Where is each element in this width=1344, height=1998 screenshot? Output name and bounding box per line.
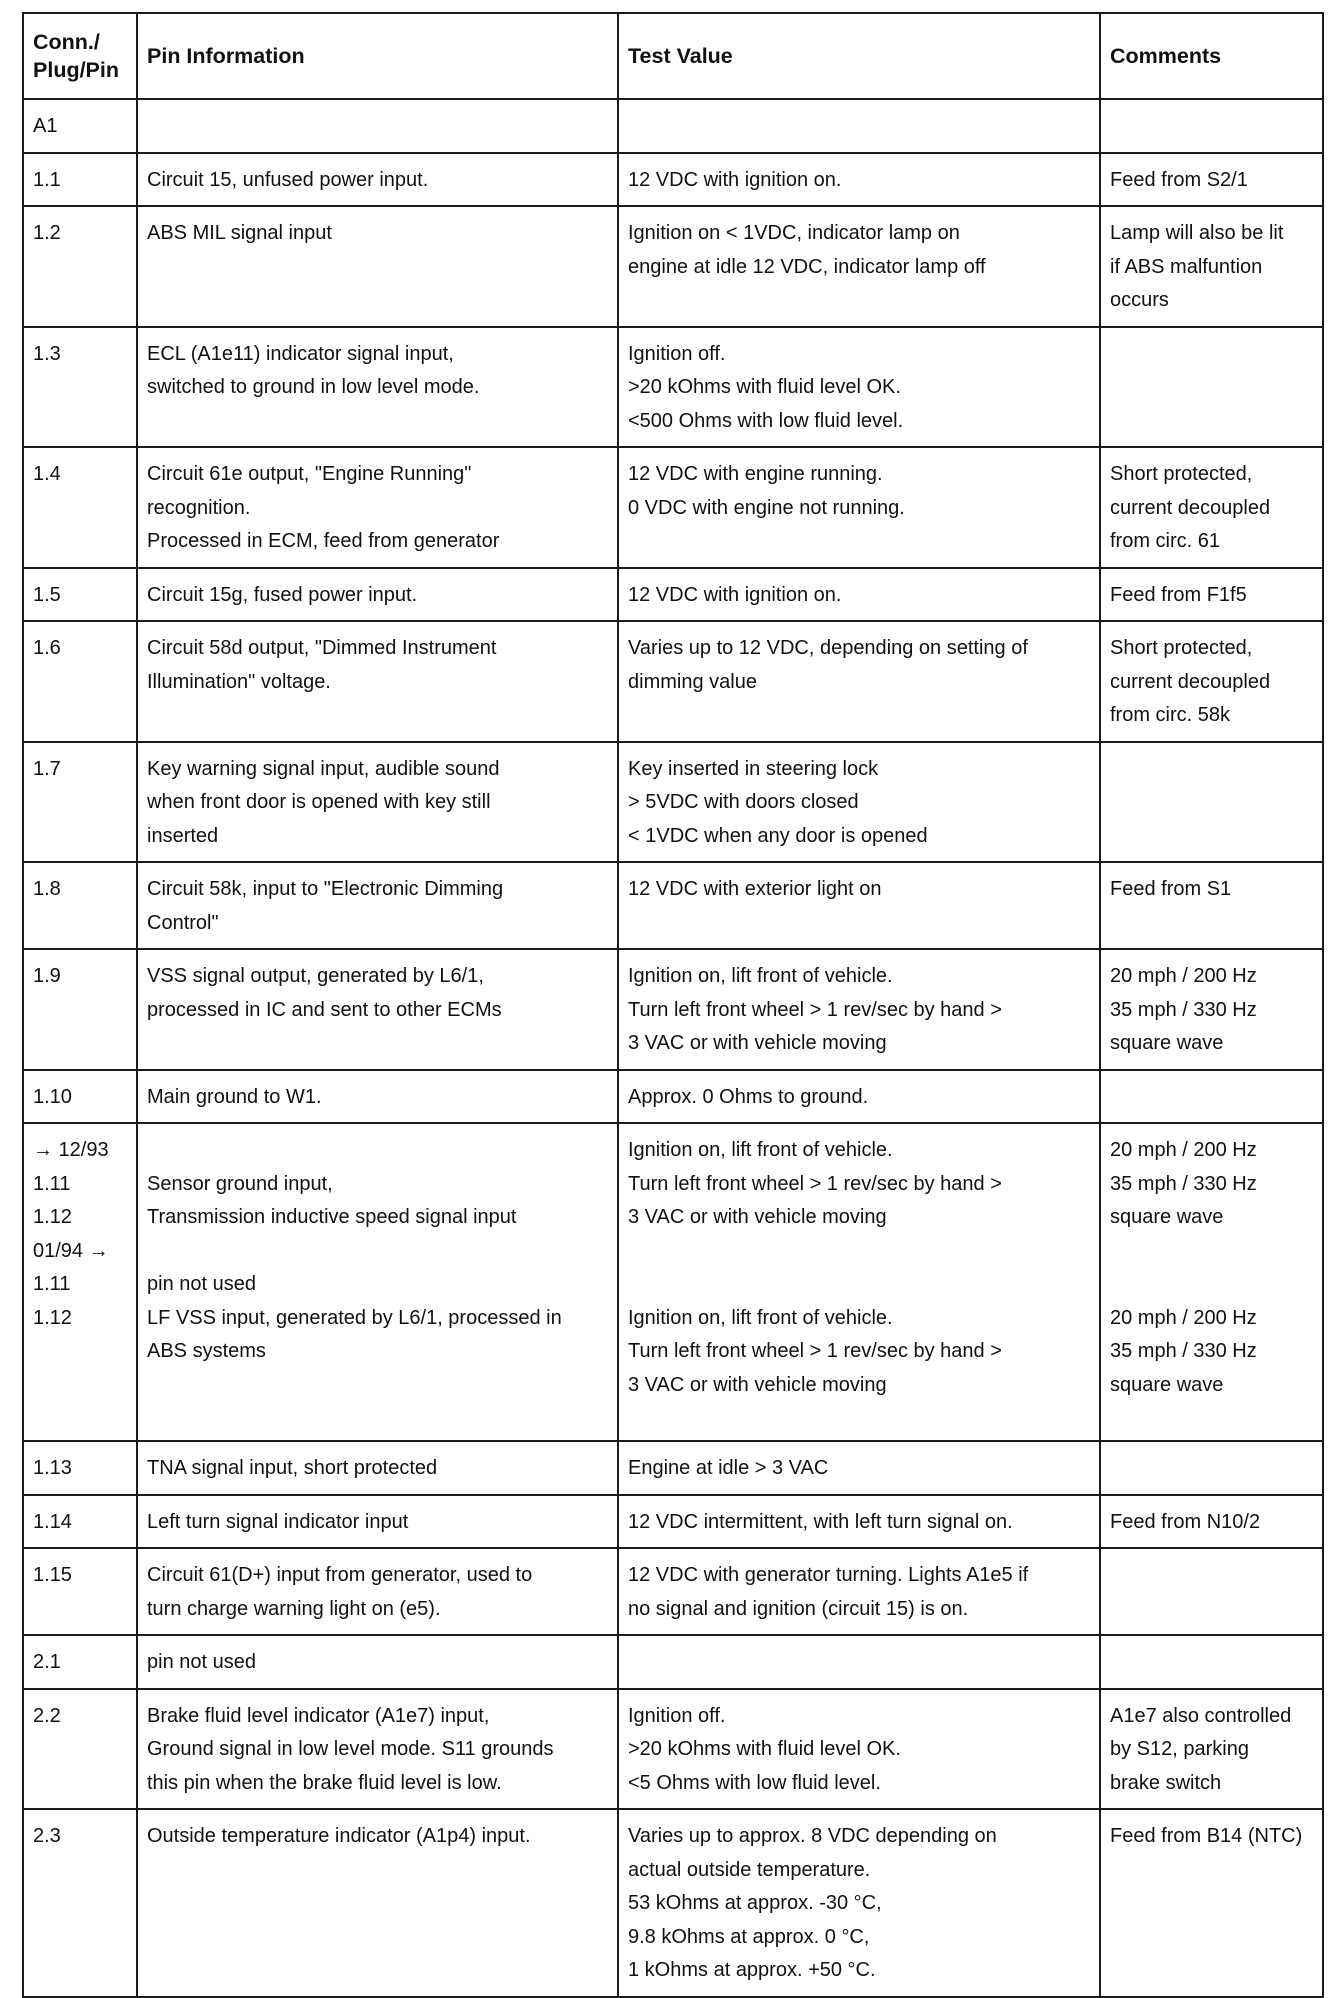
cell-test-value: Varies up to approx. 8 VDC depending on actual outside temperature. 53 kOhms at approx. -30 °C, 9.8 kOhms at approx. 0 °C, 1 kOhms at approx. +50 °C. [618,1809,1100,1997]
table-row [23,1495,1323,1549]
table-row [23,1441,1323,1495]
cell-pin-information: Circuit 15, unfused power input. [137,153,618,207]
table-row [23,447,1323,568]
table-row [23,621,1323,742]
table-row [23,327,1323,448]
cell-pin-information: Left turn signal indicator input [137,1495,618,1549]
cell-test-value: Ignition on < 1VDC, indicator lamp on engine at idle 12 VDC, indicator lamp off [618,206,1100,327]
cell-test-value: Ignition off. >20 kOhms with fluid level OK. <5 Ohms with low fluid level. [618,1689,1100,1810]
cell-comments: Feed from B14 (NTC) [1100,1809,1323,1997]
cell-comments: Feed from S2/1 [1100,153,1323,207]
table-row [23,862,1323,949]
cell-pin-information: TNA signal input, short protected [137,1441,618,1495]
cell-pin-information: Circuit 61e output, "Engine Running" recognition. Processed in ECM, feed from generator [137,447,618,568]
cell-pin: 2.1 [23,1635,137,1689]
cell-pin: 1.6 [23,621,137,742]
table-row [23,1123,1323,1441]
cell-pin-information: VSS signal output, generated by L6/1, processed in IC and sent to other ECMs [137,949,618,1070]
cell-comments: Feed from N10/2 [1100,1495,1323,1549]
cell-pin: 1.3 [23,327,137,448]
cell-comments [1100,1635,1323,1689]
cell-comments: Short protected, current decoupled from circ. 61 [1100,447,1323,568]
table-row [23,99,1323,153]
cell-pin-information: Circuit 61(D+) input from generator, used to turn charge warning light on (e5). [137,1548,618,1635]
header-test-value: Test Value [618,13,1100,99]
table-row [23,949,1323,1070]
header-conn-plug-pin: Conn./ Plug/Pin [23,13,137,99]
cell-test-value [618,1635,1100,1689]
cell-pin: 1.14 [23,1495,137,1549]
cell-comments [1100,742,1323,863]
table-row [23,742,1323,863]
cell-pin-information: Outside temperature indicator (A1p4) input. [137,1809,618,1997]
cell-pin: 1.9 [23,949,137,1070]
cell-pin-information: Circuit 15g, fused power input. [137,568,618,622]
cell-pin-information: Main ground to W1. [137,1070,618,1124]
cell-comments: 20 mph / 200 Hz 35 mph / 330 Hz square wave [1100,949,1323,1070]
table-row [23,1548,1323,1635]
cell-pin: 1.4 [23,447,137,568]
cell-comments [1100,327,1323,448]
cell-pin: 1.10 [23,1070,137,1124]
cell-pin: 1.15 [23,1548,137,1635]
cell-test-value: Ignition on, lift front of vehicle. Turn left front wheel > 1 rev/sec by hand > 3 VAC or with vehicle moving Ignition on, lift front of vehicle. Turn left front wheel > 1 rev/sec by hand > 3 VAC or with vehicle moving [618,1123,1100,1441]
cell-pin-information: ABS MIL signal input [137,206,618,327]
table-row [23,1070,1323,1124]
cell-pin: 1.1 [23,153,137,207]
cell-test-value: Ignition on, lift front of vehicle. Turn left front wheel > 1 rev/sec by hand > 3 VAC or with vehicle moving [618,949,1100,1070]
cell-pin: A1 [23,99,137,153]
cell-comments: Short protected, current decoupled from circ. 58k [1100,621,1323,742]
cell-test-value: 12 VDC with ignition on. [618,153,1100,207]
cell-comments: Lamp will also be lit if ABS malfuntion occurs [1100,206,1323,327]
cell-pin: → 12/93 1.11 1.12 01/94 → 1.11 1.12 [23,1123,137,1441]
cell-pin: 1.2 [23,206,137,327]
cell-comments [1100,1441,1323,1495]
table-row [23,568,1323,622]
table-header-row [23,13,1323,99]
cell-comments [1100,1070,1323,1124]
cell-test-value: Ignition off. >20 kOhms with fluid level OK. <500 Ohms with low fluid level. [618,327,1100,448]
cell-test-value: Varies up to 12 VDC, depending on setting of dimming value [618,621,1100,742]
cell-pin-information [137,99,618,153]
cell-test-value: 12 VDC intermittent, with left turn signal on. [618,1495,1100,1549]
table-row [23,206,1323,327]
table-row [23,153,1323,207]
cell-comments: A1e7 also controlled by S12, parking brake switch [1100,1689,1323,1810]
cell-test-value: 12 VDC with ignition on. [618,568,1100,622]
cell-comments [1100,1548,1323,1635]
cell-pin: 1.7 [23,742,137,863]
table-row [23,1635,1323,1689]
pin-information-table [22,12,1324,1998]
cell-comments: Feed from S1 [1100,862,1323,949]
table-row [23,1809,1323,1997]
cell-pin-information: Sensor ground input, Transmission inductive speed signal input pin not used LF VSS input, generated by L6/1, processed in ABS systems [137,1123,618,1441]
cell-pin: 2.3 [23,1809,137,1997]
cell-test-value: Key inserted in steering lock > 5VDC with doors closed < 1VDC when any door is opened [618,742,1100,863]
cell-test-value: Approx. 0 Ohms to ground. [618,1070,1100,1124]
header-pin-information: Pin Information [137,13,618,99]
cell-pin-information: ECL (A1e11) indicator signal input, switched to ground in low level mode. [137,327,618,448]
cell-pin-information: Brake fluid level indicator (A1e7) input, Ground signal in low level mode. S11 grounds this pin when the brake fluid level is low. [137,1689,618,1810]
cell-test-value [618,99,1100,153]
cell-comments: Feed from F1f5 [1100,568,1323,622]
cell-pin-information: Key warning signal input, audible sound when front door is opened with key still inserted [137,742,618,863]
table-row [23,1689,1323,1810]
cell-pin: 1.13 [23,1441,137,1495]
cell-pin-information: Circuit 58k, input to "Electronic Dimming Control" [137,862,618,949]
header-comments: Comments [1100,13,1323,99]
cell-test-value: 12 VDC with exterior light on [618,862,1100,949]
cell-pin-information: Circuit 58d output, "Dimmed Instrument Illumination" voltage. [137,621,618,742]
cell-pin-information: pin not used [137,1635,618,1689]
cell-comments: 20 mph / 200 Hz 35 mph / 330 Hz square wave 20 mph / 200 Hz 35 mph / 330 Hz square wave [1100,1123,1323,1441]
cell-pin: 1.8 [23,862,137,949]
cell-test-value: 12 VDC with generator turning. Lights A1e5 if no signal and ignition (circuit 15) is on. [618,1548,1100,1635]
cell-pin: 1.5 [23,568,137,622]
cell-test-value: 12 VDC with engine running. 0 VDC with engine not running. [618,447,1100,568]
cell-pin: 2.2 [23,1689,137,1810]
cell-test-value: Engine at idle > 3 VAC [618,1441,1100,1495]
cell-comments [1100,99,1323,153]
